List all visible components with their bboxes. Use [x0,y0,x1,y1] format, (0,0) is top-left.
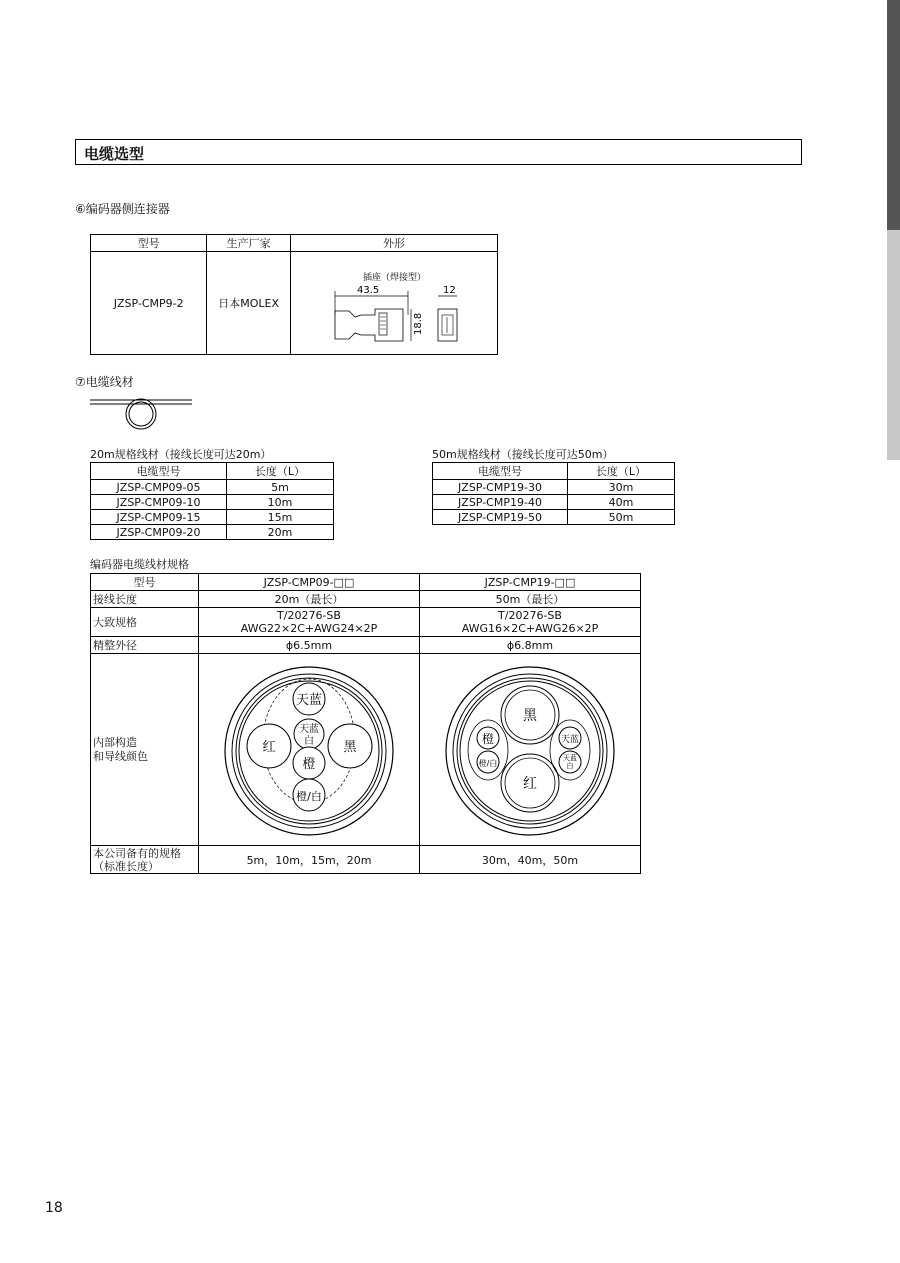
c2-left: 橙 [481,731,495,746]
table-row [91,480,334,495]
t20-header-model: 电缆型号 [91,463,227,480]
spec-length-cmp09: 20m（最长） [199,591,420,608]
spec-approx-cmp19-line2: AWG16×2C+AWG26×2P [461,622,599,635]
c2-top: 黑 [523,707,537,724]
page-title: 电缆选型 [84,145,145,163]
c1-mid: 天蓝 [299,723,319,735]
sidebar-tab-light [887,230,900,460]
spec-od-cmp19: ϕ6.8mm [420,637,641,654]
c2-bottom: 红 [523,775,537,792]
page-title-box [75,139,802,165]
cell: JZSP-CMP19-40 [433,495,568,510]
cell: 15m [227,510,334,525]
cell: 10m [227,495,334,510]
c1-center: 橙 [302,756,316,772]
cell: JZSP-CMP09-10 [91,495,227,510]
connector-table [90,234,498,355]
spec-approx-cmp19-line1: T/20276-SB [498,609,562,622]
spec-approx-label: 大致规格 [91,608,199,637]
sidebar-tab-dark [887,0,900,230]
table-row [433,495,675,510]
cell: JZSP-CMP19-50 [433,510,568,525]
header-shape: 外形 [291,235,498,252]
connector-maker: 日本MOLEX [207,252,291,355]
spec-length-cmp19: 50m（最长） [420,591,641,608]
spec-table [90,573,641,874]
table20m-caption: 20m规格线材（接线长度可达20m） [90,448,272,461]
spec-approx-cmp09 [199,608,420,637]
connector-drawing-cell [291,252,498,355]
cell: JZSP-CMP09-15 [91,510,227,525]
spec-structure-label-1: 内部构造 [93,735,137,749]
spec-od-label: 精整外径 [91,637,199,654]
table-row [91,495,334,510]
cell: JZSP-CMP19-30 [433,480,568,495]
table-row [433,480,675,495]
cable-cross-section-2-cell [420,654,641,846]
c2-right: 天蓝 [560,734,580,745]
cell: JZSP-CMP09-20 [91,525,227,540]
spec-od-cmp09: ϕ6.5mm [199,637,420,654]
header-maker: 生产厂家 [207,235,291,252]
cell: 40m [568,495,675,510]
table-row [91,510,334,525]
table50m [432,462,675,525]
header-model: 型号 [91,235,207,252]
section7-heading: ⑦电缆线材 [75,375,134,389]
cell: 20m [227,525,334,540]
spec-approx-cmp09-line1: T/20276-SB [277,609,341,622]
dim-length: 43.5 [357,285,380,296]
c1-top: 天蓝 [295,692,323,708]
c1-right: 黑 [343,739,357,755]
table20m [90,462,334,540]
connector-drawing [291,253,497,353]
connector-model: JZSP-CMP9-2 [91,252,207,355]
cell: 5m [227,480,334,495]
spec-structure-label [91,654,199,846]
table50m-caption: 50m规格线材（接线长度可达50m） [432,448,614,461]
cell: 50m [568,510,675,525]
spec-stock-cmp09: 5m，10m，15m，20m [199,846,420,874]
c1-mid2: 白 [304,735,314,747]
cell: JZSP-CMP09-05 [91,480,227,495]
dim-height: 18.8 [413,312,424,335]
dim-width: 12 [443,285,456,296]
c1-bottom: 橙/白 [296,789,322,803]
cable-cross-section-1-cell [199,654,420,846]
page-number: 18 [45,1200,63,1216]
spec-caption: 编码器电缆线材规格 [90,558,189,571]
t20-header-length: 长度（L） [227,463,334,480]
c2-right2b: 白 [566,761,574,770]
cable-icon [88,396,196,430]
cell: 30m [568,480,675,495]
spec-header-label: 型号 [91,574,199,591]
spec-stock-label-1: 本公司备有的规格 [93,846,181,860]
t50-header-length: 长度（L） [568,463,675,480]
spec-length-label: 接线长度 [91,591,199,608]
spec-stock-label-2: （标准长度） [93,859,159,873]
cable-cross-section-2 [420,655,640,845]
spec-structure-label-2: 和导线颜色 [93,749,148,763]
spec-stock-label [91,846,199,874]
cable-cross-section-1 [199,655,419,845]
spec-header-cmp09: JZSP-CMP09-□□ [199,574,420,591]
c2-left2: 橙/白 [478,758,498,768]
spec-stock-cmp19: 30m，40m，50m [420,846,641,874]
c1-left: 红 [262,739,276,755]
table-row [91,525,334,540]
table-row [433,510,675,525]
spec-header-cmp19: JZSP-CMP19-□□ [420,574,641,591]
section6-heading: ⑥编码器侧连接器 [75,202,170,216]
drawing-label: 插座（焊接型） [363,273,427,283]
c2-right2a: 天蓝 [563,753,577,762]
spec-approx-cmp19 [420,608,641,637]
t50-header-model: 电缆型号 [433,463,568,480]
spec-approx-cmp09-line2: AWG22×2C+AWG24×2P [240,622,378,635]
